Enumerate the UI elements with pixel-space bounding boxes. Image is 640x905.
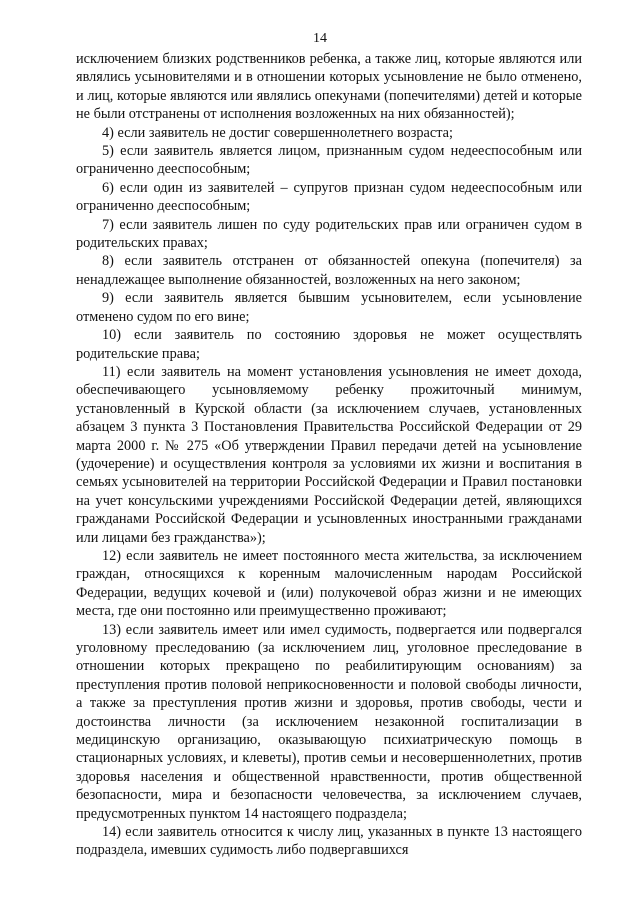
paragraph-item-6: 6) если один из заявителей – супругов признан судом недееспособным или ограниченно дееспособным; [76, 179, 582, 215]
paragraph-item-7: 7) если заявитель лишен по суду родительских прав или ограничен судом в родительских правах; [76, 216, 582, 252]
paragraph-continuation: исключением близких родственников ребенка, а также лиц, которые являются или являлись усыновителями и в отношении которых усыновление не было отменено, и лиц, которые являются или являлись опекунами (попечителями) детей и которые не были отстранены от исполнения возложенных на них обязанностей); [76, 51, 582, 123]
paragraph-item-10: 10) если заявитель по состоянию здоровья не может осуществлять родительские права; [76, 327, 582, 362]
paragraph-item-9: 9) если заявитель является бывшим усыновителем, если усыновление отменено судом по его вине; [76, 290, 582, 325]
paragraph-item-4: 4) если заявитель не достиг совершеннолетнего возраста; [102, 124, 453, 141]
page-number: 14 [313, 31, 327, 46]
paragraph-item-14: 14) если заявитель относится к числу лиц, указанных в пункте 13 настоящего подраздела, имевших судимость либо подвергавшихся [76, 824, 582, 859]
paragraph-item-8: 8) если заявитель отстранен от обязанностей опекуна (попечителя) за ненадлежащее выполнение обязанностей, возложенных на него законом; [76, 253, 582, 288]
document-body [76, 50, 582, 860]
paragraph-item-12: 12) если заявитель не имеет постоянного места жительства, за исключением граждан, относящихся к коренным малочисленным народам Российской Федерации, ведущих кочевой и (или) полукочевой образ жизни и не имеющих места, где они постоянно или преимущественно проживают; [76, 547, 582, 620]
paragraph-item-5: 5) если заявитель является лицом, признанным судом недееспособным или ограниченно дееспособным; [76, 143, 582, 178]
paragraph-item-11: 11) если заявитель на момент установления усыновления не имеет дохода, обеспечивающего усыновляемому ребенку прожиточный минимум, установленный в Курской области (за исключением случаев, установленных абзацем 3 пункта 3 Постановления Правительства Российской Федерации от 29 марта 2000 г. № 275 «Об утверждении Правил передачи детей на усыновление (удочерение) и осуществления контроля за условиями их жизни и воспитания в семьях усыновителей на территории Российской Федерации и Правил постановки на учет консульскими учреждениями Российской Федерации детей, являющихся гражданами Российской Федерации и усыновленных иностранными гражданами или лицами без гражданства»); [76, 363, 582, 546]
paragraph-item-13: 13) если заявитель имеет или имел судимость, подвергается или подвергался уголовному преследованию (за исключением лиц, уголовное преследование в отношении которых прекращено по реабилитирующим основаниям) за преступления против половой неприкосновенности и половой свободы личности, а также за преступления против жизни и здоровья, против свободы, чести и достоинства личности (за исключением незаконной госпитализации в медицинскую организацию, оказывающую психиатрическую помощь в стационарных условиях, и клеветы), против семьи и несовершеннолетних, против здоровья населения и общественной нравственности, против общественной безопасности, мира и безопасности человечества, за исключением случаев, предусмотренных пунктом 14 настоящего подраздела; [76, 621, 582, 822]
